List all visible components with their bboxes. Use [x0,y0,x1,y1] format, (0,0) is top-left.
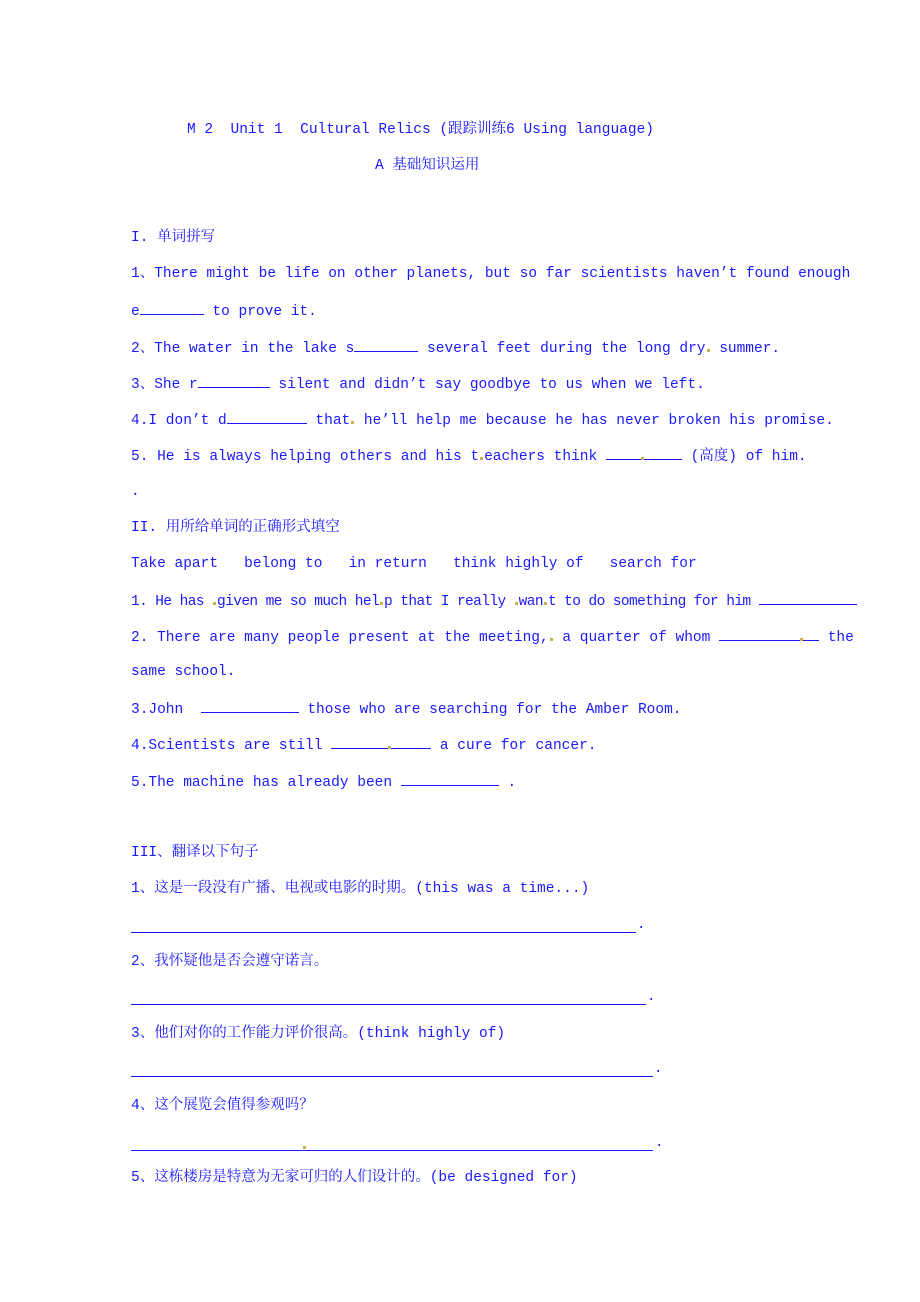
s3-item-1-prompt: 1、这是一段没有广播、电视或电影的时期。(this was a time...) [131,881,590,897]
s2-item-1-text: t to do something for him [547,594,759,610]
s3-item-4-end: . [655,1135,664,1151]
s1-item-4-after2: he’ll help me because he has never broken his promise. [355,413,834,429]
s1-item-2-blank[interactable] [354,337,418,352]
s2-item-4-after: a cure for cancer. [431,738,597,754]
s2-item-2-before: 2. There are many people present at the meeting, [131,630,549,646]
s1-item-2 [131,337,780,357]
s2-item-1-blank[interactable] [759,590,857,605]
s1-item-4-before: 4.I don’t d [131,413,227,429]
artifact-dot-icon [550,638,553,641]
s3-item-2-answer-line[interactable] [131,1004,646,1005]
s1-item-4-after: that [306,413,351,429]
s2-item-2-line2: same school. [131,664,236,680]
word-bank [131,554,697,574]
s2-item-2-after: the [819,630,854,646]
stray-mark: . [131,484,140,500]
s3-item-1-answer-line[interactable] [131,932,636,933]
s1-item-2-after2: summer. [710,341,781,357]
s2-item-4-blank[interactable] [331,734,431,749]
artifact-dot-icon [515,602,518,605]
s1-item-3-after: silent and didn’t say goodbye to us when we left. [269,377,705,393]
s2-item-3-blank[interactable] [201,698,299,713]
section-2-heading: II. 用所给单词的正确形式填空 [131,520,340,536]
s3-item-2-end: . [647,989,656,1005]
s1-item-3-before: 3、She r [131,377,198,393]
s1-item-4-blank[interactable] [227,409,307,424]
s1-item-1-prefix: e [131,304,140,320]
s3-item-3-answer-line[interactable] [131,1076,653,1077]
s2-item-1-text: p that I really [384,594,514,610]
s1-item-5-blank[interactable] [606,445,682,460]
s2-item-5 [131,771,516,791]
page-subtitle: A 基础知识运用 [375,158,480,174]
word-bank-item: in return [348,556,427,572]
artifact-dot-icon [380,602,383,605]
artifact-dot-icon [641,457,644,460]
s1-item-5 [131,445,807,465]
page-title: M 2 Unit 1 Cultural Relics (跟踪训练6 Using language) [187,122,654,138]
artifact-dot-icon [800,638,803,641]
s1-item-1-suffix: to prove it. [203,304,317,320]
word-bank-item: Take apart [131,556,219,572]
s3-item-3-prompt: 3、他们对你的工作能力评价很高。(think highly of) [131,1026,506,1042]
artifact-dot-icon [388,746,391,749]
s1-item-1-line2 [131,300,317,320]
s2-item-3 [131,698,682,718]
s1-item-5-after: (高度) of him. [681,449,807,465]
artifact-dot-icon [213,602,216,605]
s1-item-5-before2: eachers think [484,449,606,465]
s2-item-5-blank[interactable] [401,771,499,786]
word-bank-item: search for [609,556,697,572]
s2-item-3-after: those who are searching for the Amber Room. [298,702,682,718]
artifact-dot-icon [351,421,354,424]
s1-item-5-before: 5. He is always helping others and his t [131,449,480,465]
s2-item-2 [131,626,854,646]
s3-item-2-prompt: 2、我怀疑他是否会遵守诺言。 [131,954,329,970]
s2-item-5-after: . [498,775,517,791]
word-bank-item: think highly of [453,556,584,572]
s1-item-4 [131,409,834,429]
s3-item-4-prompt: 4、这个展览会值得参观吗？ [131,1098,314,1114]
s2-item-1-text: 1. He has [131,594,213,610]
s1-item-2-before: 2、The water in the lake s [131,341,355,357]
s1-item-3-blank[interactable] [198,373,270,388]
s3-item-4-answer-line[interactable] [131,1150,653,1151]
s3-item-1-end: . [637,917,646,933]
s1-item-1-blank[interactable] [140,300,204,315]
s2-item-2-blank[interactable] [719,626,819,641]
s2-item-1-text: given me so much hel [217,594,380,610]
s2-item-2-mid: a quarter of whom [553,630,719,646]
s1-item-3 [131,373,705,393]
s2-item-3-before: 3.John [131,702,201,718]
s3-item-3-end: . [654,1061,663,1077]
s2-item-4 [131,734,596,754]
artifact-dot-icon [544,602,547,605]
artifact-dot-icon [303,1146,306,1149]
section-1-heading: I. 单词拼写 [131,230,216,246]
s2-item-4-before: 4.Scientists are still [131,738,332,754]
word-bank-item: belong to [244,556,323,572]
s2-item-5-before: 5.The machine has already been [131,775,401,791]
artifact-dot-icon [480,457,483,460]
s1-item-2-after: several feet during the long dry [418,341,706,357]
s3-item-5-prompt: 5、这栋楼房是特意为无家可归的人们设计的。(be designed for) [131,1170,578,1186]
section-3-heading: III、翻译以下句子 [131,845,259,861]
s2-item-1 [131,590,857,610]
s1-item-1-line1: 1、There might be life on other planets, but so far scientists haven’t found enough [131,266,851,282]
artifact-dot-icon [707,349,710,352]
s2-item-1-text: wan [518,594,543,610]
